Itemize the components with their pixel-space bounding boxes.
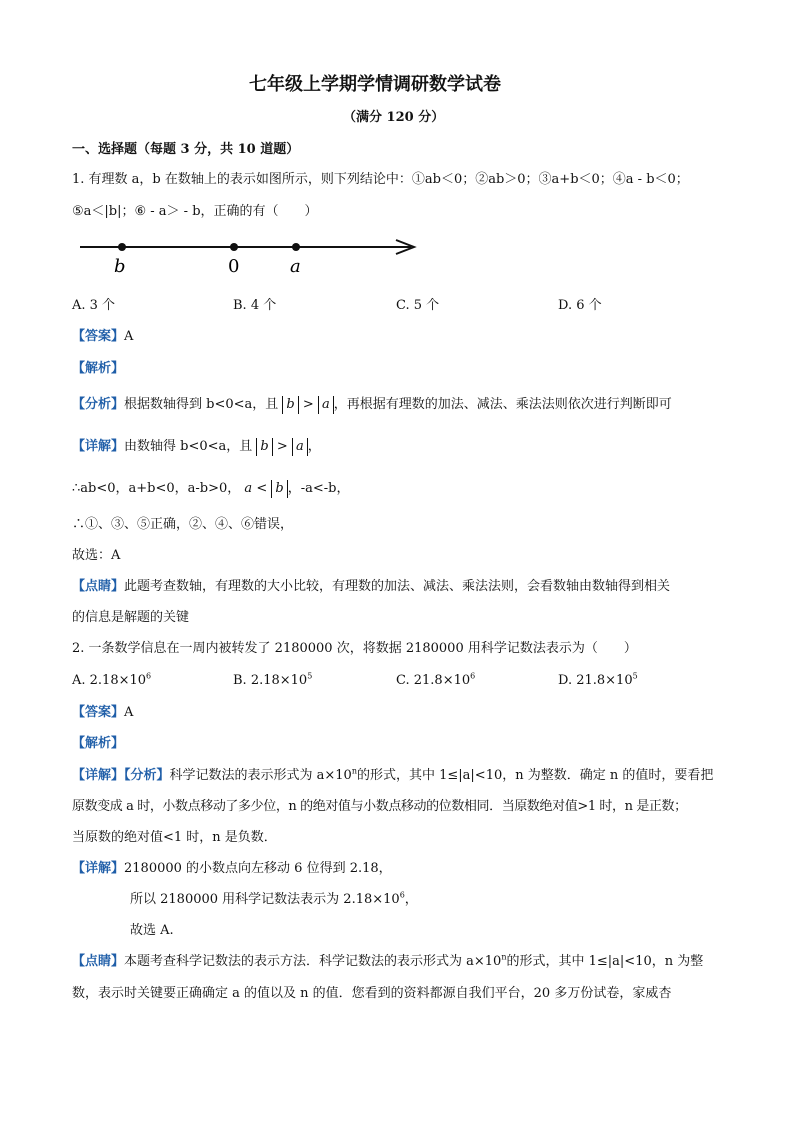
abs-b-2: b [256,438,272,456]
q1-choice: 故选：A [72,548,121,563]
derivation-text-b: ，-a<-b， [287,481,350,496]
q2-option-d [558,672,638,690]
q2-analysis-tag: 【解析】 [72,736,125,751]
label-0: 0 [228,256,240,277]
q2-dianjing-1b: 的形式，其中 1≤|a|<10，n 为整 [506,954,704,969]
q2-answer [72,704,133,722]
q2-stem: 2. 一条数学信息在一周内被转发了 2180000 次，将数据 2180000 用科学记数法表示为（ ） [72,641,637,656]
q1-fenxi [72,396,672,414]
q2-dianjing-line2: 数，表示时关键要正确确定 a 的值以及 n 的值．您看到的资料都源自我们平台，20 多万份试卷，家威杏 [72,986,672,1001]
page-subtitle: （满分 120 分） [343,110,445,125]
q1-dianjing-line1 [72,578,670,596]
q2-detail-1: 2180000 的小数点向左移动 6 位得到 2.18， [124,861,392,876]
q2-dianjing-line1 [72,953,703,971]
q2-opt-a-base: A. 2.18×10 [72,673,147,688]
q1-stem-line2: ⑤a＜|b|；⑥ - a＞ - b，正确的有（ ） [72,204,318,219]
q2-detail-line1 [72,860,392,878]
q2-option-c [396,672,475,690]
q2-opt-b-exp: 5 [307,671,313,681]
q1-option-d: D. 6 个 [558,298,602,313]
q2-opt-a-exp: 6 [146,671,152,681]
label-b: b [114,256,126,277]
q2-answer-value: A [124,705,134,720]
q1-option-a: A. 3 个 [72,298,116,313]
q2-dianjing-tag: 【点睛】 [72,954,125,969]
q1-analysis-tag: 【解析】 [72,361,125,376]
q2-detail-fenxi-tag: 【详解】【分析】 [72,768,170,783]
dianjing-tag: 【点睛】 [72,579,125,594]
point-b [118,243,126,251]
gt-sign-2: > [276,439,288,454]
detail-text-b: ， [307,439,321,454]
q2-option-b [233,672,312,690]
q2-detail-tag: 【详解】 [72,861,125,876]
q2-dianjing-1a: 本题考查科学记数法的表示方法．科学记数法的表示形式为 a×10 [124,954,502,969]
section-heading: 一、选择题（每题 3 分，共 10 道题） [72,142,300,157]
abs-b: b [282,396,298,414]
q2-detail-line3: 故选 A. [130,923,174,938]
q1-derivation-line2: ∴①、③、⑤正确，②、④、⑥错误， [72,517,294,532]
page-title: 七年级上学期学情调研数学试卷 [249,74,501,95]
q2-detail-line2 [130,891,418,909]
q2-detail-2b: ， [404,892,418,907]
abs-b-3: b [271,480,287,498]
var-a: a [244,481,253,496]
q2-detail-2-exp: 6 [399,890,405,900]
q1-option-c: C. 5 个 [396,298,440,313]
q1-dianjing-line2: 的信息是解题的关键 [72,610,190,625]
q2-fenxi-1a: 科学记数法的表示形式为 a×10 [169,768,352,783]
q1-stem-line1: 1. 有理数 a，b 在数轴上的表示如图所示，则下列结论中：①ab＜0；②ab＞0；③a+b＜0；④a - b＜0； [72,172,689,187]
point-0 [230,243,238,251]
dianjing-text-1: 此题考查数轴，有理数的大小比较，有理数的加法、减法、乘法法则，会看数轴由数轴得到相关 [124,579,671,594]
gt-sign: > [302,397,314,412]
fenxi-text-a: 根据数轴得到 b<0<a，且 [124,397,279,412]
answer-value: A [124,329,134,344]
abs-a: a [318,396,334,414]
q1-detail [72,438,321,456]
q2-fenxi-line1 [72,767,713,785]
fenxi-text-b: ，再根据有理数的加法、减法、乘法法则依次进行判断即可 [333,397,672,412]
q2-detail-2a: 所以 2180000 用科学记数法表示为 2.18×10 [130,892,400,907]
lt-sign: < [256,481,268,496]
q2-opt-c-exp: 6 [470,671,476,681]
q1-option-b: B. 4 个 [233,298,277,313]
q2-dianjing-1-exp: n [501,952,507,962]
q2-answer-tag: 【答案】 [72,705,125,720]
derivation-text-a: ∴ab<0，a+b<0，a-b>0， [72,481,241,496]
q2-opt-c-base: C. 21.8×10 [396,673,471,688]
detail-text-a: 由数轴得 b<0<a，且 [124,439,253,454]
q2-opt-d-exp: 5 [632,671,638,681]
fenxi-tag: 【分析】 [72,397,125,412]
q2-fenxi-1-exp: n [351,766,357,776]
label-a: a [290,256,301,277]
abs-a-2: a [292,438,308,456]
detail-tag: 【详解】 [72,439,125,454]
answer-tag: 【答案】 [72,329,125,344]
q2-fenxi-line3: 当原数的绝对值<1 时，n 是负数． [72,830,277,845]
q2-opt-d-base: D. 21.8×10 [558,673,633,688]
number-line [78,232,423,280]
q2-opt-b-base: B. 2.18×10 [233,673,308,688]
q1-derivation-line1 [72,480,349,498]
q2-fenxi-1b: 的形式，其中 1≤|a|<10，n 为整数．确定 n 的值时，要看把 [357,768,714,783]
point-a [292,243,300,251]
q2-option-a [72,672,151,690]
q1-answer [72,328,133,346]
q2-fenxi-line2: 原数变成 a 时，小数点移动了多少位，n 的绝对值与小数点移动的位数相同．当原数绝对值>1 时，n 是正数； [72,799,687,814]
